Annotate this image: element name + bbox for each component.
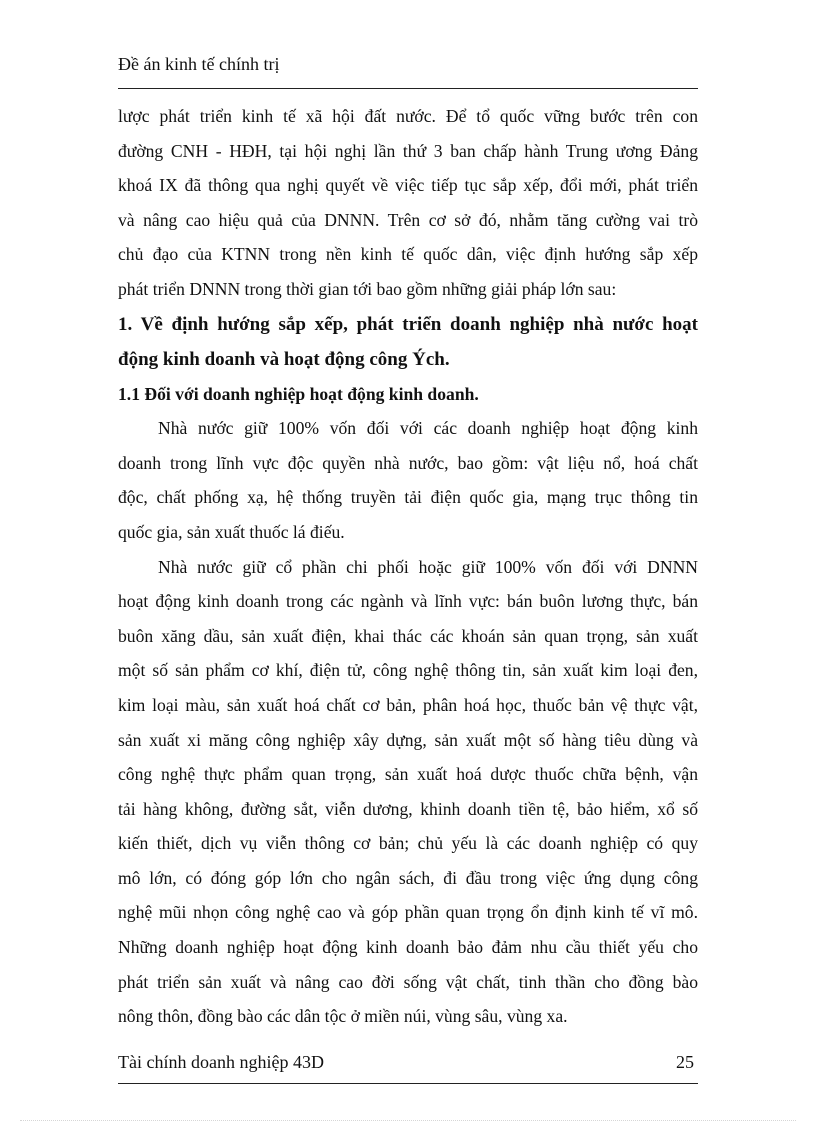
body-line: nông thôn, đồng bào các dân tộc ở miền núi, vùng sâu, vùng xa. [118,1006,568,1027]
document-body [118,99,698,1034]
body-line: độc, chất phống xạ, hệ thống truyền tải điện quốc gia, mạng trục thông tin [118,487,698,508]
body-line: chủ đạo của KTNN trong nền kinh tế quốc dân, việc định hướng sắp xếp [118,244,698,265]
section-heading: 1. Về định hướng sắp xếp, phát triển doanh nghiệp nhà nước hoạt [118,313,698,335]
footer-divider [118,1083,698,1084]
body-line: khoá IX đã thông qua nghị quyết về việc tiếp tục sắp xếp, đổi mới, phát triển [118,175,698,196]
running-header-title: Đề án kinh tế chính trị [118,54,280,74]
body-line: và nâng cao hiệu quả của DNNN. Trên cơ sở đó, nhằm tăng cường vai trò [118,209,698,230]
running-footer-title: Tài chính doanh nghiệp 43D [118,1052,324,1072]
body-line: kiến thiết, dịch vụ viễn thông cơ bản; chủ yếu là các doanh nghiệp có quy [118,833,698,854]
body-line: tải hàng không, đường sắt, viễn dương, khinh doanh tiền tệ, bảo hiểm, xổ số [118,798,698,819]
page-bottom-edge [20,1120,796,1121]
subsection-heading: 1.1 Đối với doanh nghiệp hoạt động kinh doanh. [118,383,479,404]
body-line: mô lớn, có đóng góp lớn cho ngân sách, đi đầu trong việc ứng dụng công [118,867,698,888]
body-line: phát triển DNNN trong thời gian tới bao gồm những giải pháp lớn sau: [118,278,617,299]
body-line: một số sản phẩm cơ khí, điện tử, công nghệ thông tin, sản xuất kim loại đen, [118,660,698,681]
header-divider [118,88,698,89]
body-line: sản xuất xi măng công nghiệp xây dựng, sản xuất một số hàng tiêu dùng và [118,729,698,750]
body-line: kim loại màu, sản xuất hoá chất cơ bản, phân hoá học, thuốc bản vệ thực vật, [118,694,698,715]
body-line: lược phát triển kinh tế xã hội đất nước. Để tổ quốc vững bước trên con [118,106,698,126]
body-line: hoạt động kinh doanh trong các ngành và lĩnh vực: bán buôn lương thực, bán [118,591,698,612]
body-line: nghệ mũi nhọn công nghệ cao và góp phần quan trọng ổn định kinh tế vĩ mô. [118,902,698,923]
body-line: công nghệ thực phẩm quan trọng, sản xuất hoá dược thuốc chữa bệnh, vận [118,764,698,785]
body-line: đường CNH - HĐH, tại hội nghị lần thứ 3 ban chấp hành Trung ương Đảng [118,140,698,161]
paragraph-first-line: Nhà nước giữ cổ phần chi phối hoặc giữ 100% vốn đối với DNNN [158,556,698,577]
body-line: doanh trong lĩnh vực độc quyền nhà nước, bao gồm: vật liệu nổ, hoá chất [118,452,698,473]
section-heading-continued: động kinh doanh và hoạt động công Ých. [118,348,450,370]
body-line: phát triển sản xuất và nâng cao đời sống vật chất, tinh thần cho đồng bào [118,971,698,992]
body-line: buôn xăng dầu, sản xuất điện, khai thác các khoán sản quan trọng, sản xuất [118,625,698,646]
body-line: quốc gia, sản xuất thuốc lá điếu. [118,521,345,542]
page-number: 25 [676,1052,694,1072]
paragraph-first-line: Nhà nước giữ 100% vốn đối với các doanh nghiệp hoạt động kinh [158,418,698,439]
body-line: Những doanh nghiệp hoạt động kinh doanh bảo đảm nhu cầu thiết yếu cho [118,937,698,958]
